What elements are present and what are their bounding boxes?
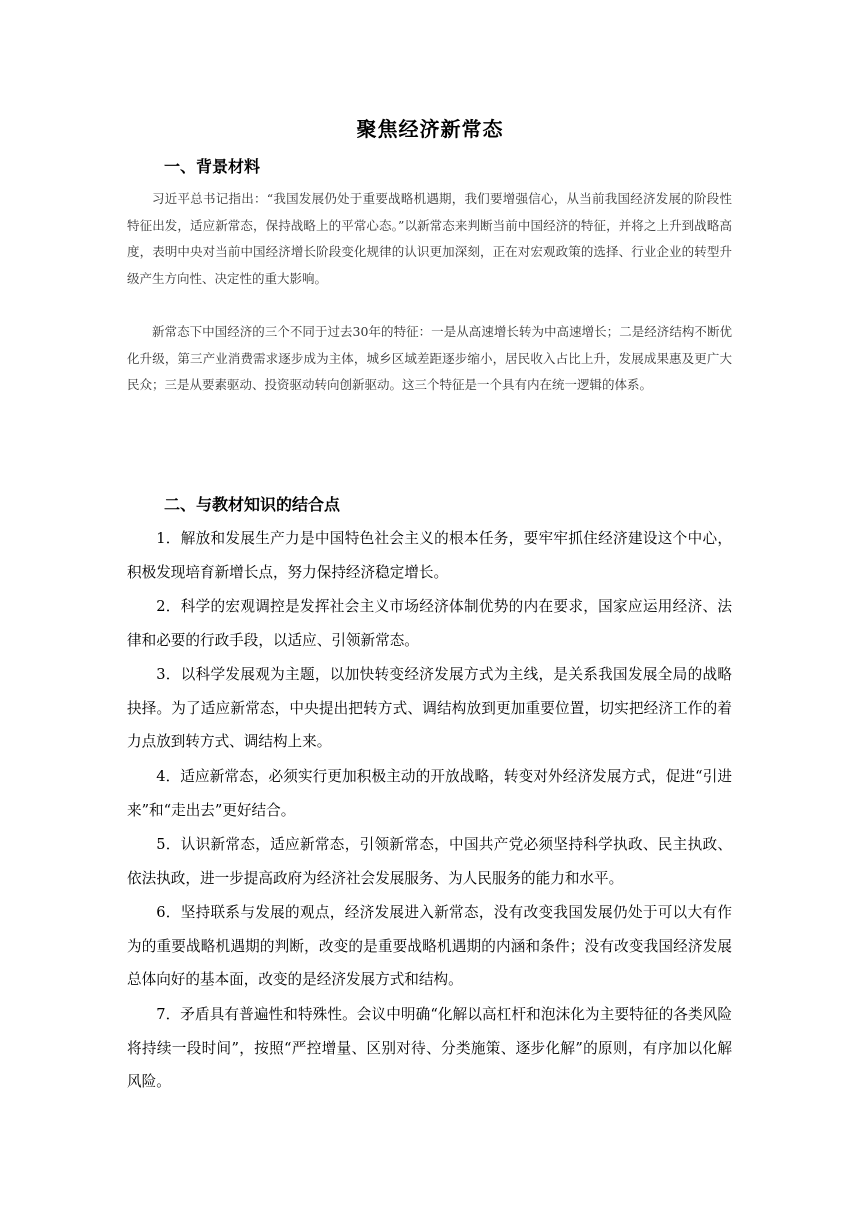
document-title: 聚焦经济新常态 <box>356 117 504 141</box>
background-paragraph: 习近平总书记指出：“我国发展仍处于重要战略机遇期，我们要增强信心，从当前我国经济发展的阶段性特征出发，适应新常态，保持战略上的平常心态。”以新常态来判断当前中国经济的特征，并将之上升到战略高度，表明中央对当前中国经济增长阶段变化规律的认识更加深刻，正在对宏观政策的选择、行业企业的转型升级产生方向性、决定性的重大影响。 <box>127 191 732 287</box>
knowledge-point-item: 5．认识新常态，适应新常态，引领新常态，中国共产党必须坚持科学执政、民主执政、依法执政，进一步提高政府为经济社会发展服务、为人民服务的能力和水平。 <box>127 836 732 887</box>
knowledge-point-item: 2．科学的宏观调控是发挥社会主义市场经济体制优势的内在要求，国家应运用经济、法律和必要的行政手段，以适应、引领新常态。 <box>127 598 732 649</box>
section-heading-background: 一、背景材料 <box>164 157 261 176</box>
knowledge-point-item: 1．解放和发展生产力是中国特色社会主义的根本任务，要牢牢抓住经济建设这个中心，积极发现培育新增长点，努力保持经济稳定增长。 <box>127 530 732 581</box>
knowledge-point-item: 6．坚持联系与发展的观点，经济发展进入新常态，没有改变我国发展仍处于可以大有作为的重要战略机遇期的判断，改变的是重要战略机遇期的内涵和条件；没有改变我国经济发展总体向好的基本面，改变的是经济发展方式和结构。 <box>127 904 732 988</box>
knowledge-point-item: 4．适应新常态，必须实行更加积极主动的开放战略，转变对外经济发展方式，促进“引进来”和“走出去”更好结合。 <box>127 768 732 819</box>
knowledge-point-item: 7．矛盾具有普遍性和特殊性。会议中明确“化解以高杠杆和泡沫化为主要特征的各类风险将持续一段时间”，按照“严控增量、区别对待、分类施策、逐步化解”的原则，有序加以化解风险。 <box>127 1006 732 1090</box>
background-paragraph: 新常态下中国经济的三个不同于过去30年的特征：一是从高速增长转为中高速增长；二是经济结构不断优化升级，第三产业消费需求逐步成为主体，城乡区域差距逐步缩小，居民收入占比上升，发展成果惠及更广大民众；三是从要素驱动、投资驱动转向创新驱动。这三个特征是一个具有内在统一逻辑的体系。 <box>127 324 732 393</box>
section-heading-textbook-links: 二、与教材知识的结合点 <box>164 495 341 514</box>
knowledge-point-item: 3．以科学发展观为主题，以加快转变经济发展方式为主线，是关系我国发展全局的战略抉择。为了适应新常态，中央提出把转方式、调结构放到更加重要位置，切实把经济工作的着力点放到转方式、调结构上来。 <box>127 666 732 750</box>
